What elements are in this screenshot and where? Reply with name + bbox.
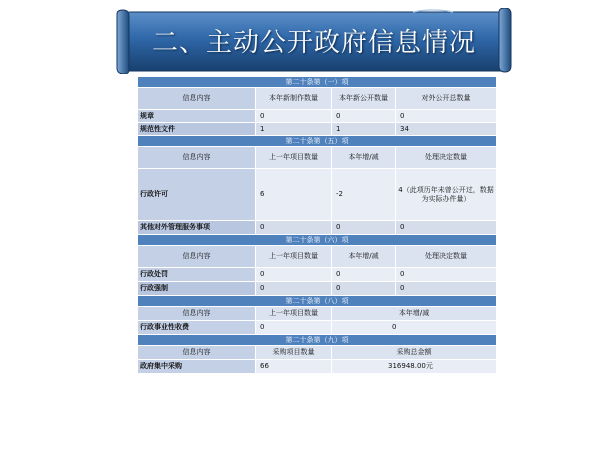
row-label: 行政事业性收费 <box>138 321 256 335</box>
col-header: 对外公开总数量 <box>396 88 497 110</box>
cell-value: 0 <box>332 268 396 282</box>
table-row <box>138 110 497 123</box>
cell-value: 1 <box>256 123 332 136</box>
table-row <box>138 169 497 221</box>
section-heading-8 <box>138 296 497 307</box>
section-heading-9 <box>138 335 497 346</box>
col-header: 本年增/减 <box>332 246 396 268</box>
header-row <box>138 307 497 321</box>
cell-value: 0 <box>256 110 332 123</box>
cell-value: 34 <box>396 123 497 136</box>
col-header: 上一年项目数量 <box>256 307 332 321</box>
section-6-title: 第二十条第（六）项 <box>138 235 497 246</box>
row-label: 行政强制 <box>138 282 256 296</box>
page-title: 二、主动公开政府信息情况 <box>151 28 476 58</box>
col-header: 本年新制作数量 <box>256 88 332 110</box>
row-label: 规章 <box>138 110 256 123</box>
table-row <box>138 221 497 235</box>
col-header: 信息内容 <box>138 88 256 110</box>
col-header: 信息内容 <box>138 147 256 169</box>
col-header: 本年增/减 <box>332 307 497 321</box>
row-label: 行政许可 <box>138 169 256 221</box>
col-header: 上一年项目数量 <box>256 147 332 169</box>
col-header: 本年增/减 <box>332 147 396 169</box>
cell-value: 1 <box>332 123 396 136</box>
col-header: 采购总金额 <box>332 346 497 360</box>
col-header: 本年新公开数量 <box>332 88 396 110</box>
section-5-title: 第二十条第（五）项 <box>138 136 497 147</box>
col-header: 信息内容 <box>138 307 256 321</box>
section-9-title: 第二十条第（九）项 <box>138 335 497 346</box>
table-row <box>138 321 497 335</box>
row-label: 行政处罚 <box>138 268 256 282</box>
cell-value: 0 <box>256 321 332 335</box>
title-banner <box>113 8 515 74</box>
cell-value: 6 <box>256 169 332 221</box>
section-heading-1 <box>138 77 497 88</box>
section-8-title: 第二十条第（八）项 <box>138 296 497 307</box>
header-row <box>138 246 497 268</box>
cell-value: 0 <box>332 221 396 235</box>
cell-value: 0 <box>396 110 497 123</box>
col-header: 上一年项目数量 <box>256 246 332 268</box>
table-row <box>138 360 497 374</box>
cell-note: 4（此项历年未曾公开过，数据为实际办件量） <box>396 169 497 221</box>
row-label: 规范性文件 <box>138 123 256 136</box>
info-table <box>137 76 497 374</box>
col-header: 采购项目数量 <box>256 346 332 360</box>
section-heading-6 <box>138 235 497 246</box>
row-label: 其他对外管理服务事项 <box>138 221 256 235</box>
cell-value: 0 <box>256 221 332 235</box>
cell-value: 66 <box>256 360 332 374</box>
cell-value: 0 <box>396 268 497 282</box>
table-row <box>138 268 497 282</box>
section-heading-5 <box>138 136 497 147</box>
header-row <box>138 346 497 360</box>
cell-value: 0 <box>332 110 396 123</box>
cell-value: 0 <box>396 221 497 235</box>
cell-value: 0 <box>256 282 332 296</box>
section-1-title: 第二十条第（一）项 <box>138 77 497 88</box>
cell-value: 0 <box>256 268 332 282</box>
row-label: 政府集中采购 <box>138 360 256 374</box>
cell-value: 0 <box>332 282 396 296</box>
col-header: 信息内容 <box>138 346 256 360</box>
cell-value: 316948.00元 <box>332 360 497 374</box>
table-row <box>138 282 497 296</box>
header-row <box>138 147 497 169</box>
cell-value: 0 <box>396 282 497 296</box>
table-row <box>138 123 497 136</box>
cell-value: -2 <box>332 169 396 221</box>
header-row <box>138 88 497 110</box>
col-header: 处理决定数量 <box>396 147 497 169</box>
cell-value: 0 <box>332 321 497 335</box>
col-header: 信息内容 <box>138 246 256 268</box>
col-header: 处理决定数量 <box>396 246 497 268</box>
